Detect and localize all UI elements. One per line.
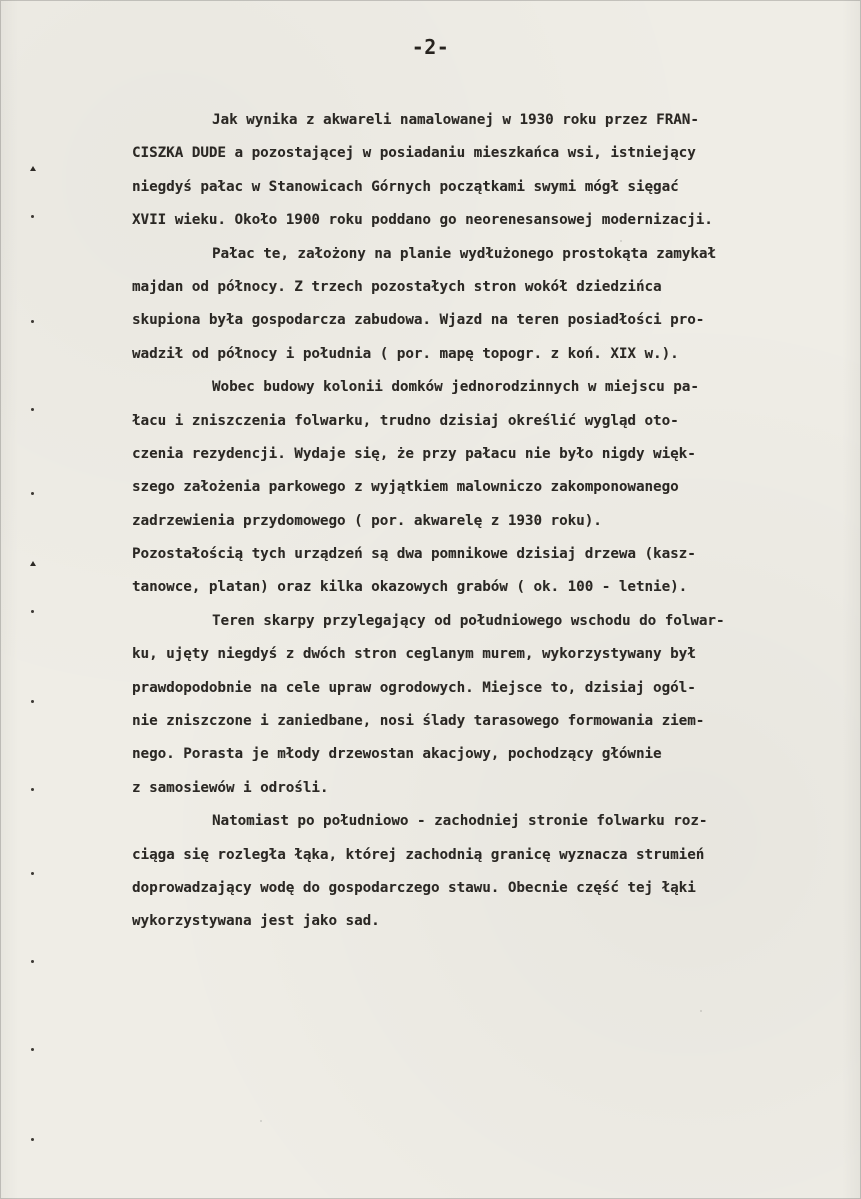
- margin-mark: [31, 610, 34, 613]
- margin-mark: [31, 492, 34, 495]
- text-line: ku, ujęty niegdyś z dwóch stron ceglanym murem, wykorzystywany był: [132, 646, 696, 663]
- text-line: nie zniszczone i zaniedbane, nosi ślady tarasowego formowania ziem-: [132, 713, 705, 730]
- margin-mark: [30, 166, 36, 171]
- text-line: Wobec budowy kolonii domków jednorodzinnych w miejscu pa-: [212, 379, 699, 396]
- text-line: ciąga się rozległa łąka, której zachodnią granicę wyznacza strumień: [132, 846, 705, 863]
- margin-mark: [31, 872, 34, 875]
- margin-mark: [31, 320, 34, 323]
- text-line: czenia rezydencji. Wydaje się, że przy pałacu nie było nigdy więk-: [132, 445, 696, 462]
- text-line: XVII wieku. Około 1900 roku poddano go neorenesansowej modernizacji.: [132, 212, 713, 229]
- text-line: z samosiewów i odrośli.: [132, 779, 329, 796]
- margin-mark: [31, 788, 34, 791]
- paper-speck: [700, 1010, 702, 1012]
- margin-mark: [31, 960, 34, 963]
- text-line: Natomiast po południowo - zachodniej stronie folwarku roz-: [212, 813, 708, 830]
- margin-mark: [31, 700, 34, 703]
- typewritten-text: [132, 104, 852, 939]
- text-line: majdan od północy. Z trzech pozostałych stron wokół dziedzińca: [132, 278, 662, 295]
- text-line: Pozostałością tych urządzeń są dwa pomnikowe dzisiaj drzewa (kasz-: [132, 546, 696, 563]
- text-line: CISZKA DUDE a pozostającej w posiadaniu mieszkańca wsi, istniejący: [132, 145, 696, 162]
- paper-speck: [260, 1120, 262, 1122]
- left-margin-punch-marks: [0, 0, 40, 1199]
- text-line: tanowce, platan) oraz kilka okazowych grabów ( ok. 100 - letnie).: [132, 579, 688, 596]
- margin-mark: [31, 215, 34, 218]
- text-line: prawdopodobnie na cele upraw ogrodowych. Miejsce to, dzisiaj ogól-: [132, 679, 696, 696]
- text-line: doprowadzający wodę do gospodarczego stawu. Obecnie część tej łąki: [132, 879, 696, 896]
- page-number: -2-: [411, 35, 450, 59]
- text-line: wadził od północy i południa ( por. mapę topogr. z koń. XIX w.).: [132, 345, 679, 362]
- margin-mark: [31, 1138, 34, 1141]
- text-line: Jak wynika z akwareli namalowanej w 1930 roku przez FRAN-: [212, 112, 699, 128]
- text-line: wykorzystywana jest jako sad.: [132, 913, 380, 930]
- text-line: Teren skarpy przylegający od południowego wschodu do folwar-: [212, 612, 725, 629]
- text-line: Pałac te, założony na planie wydłużonego prostokąta zamykał: [212, 245, 716, 262]
- text-line: szego założenia parkowego z wyjątkiem malowniczo zakomponowanego: [132, 479, 679, 496]
- margin-mark: [31, 1048, 34, 1051]
- text-line: łacu i zniszczenia folwarku, trudno dzisiaj określić wygląd oto-: [132, 412, 679, 429]
- margin-mark: [30, 561, 36, 566]
- text-line: skupiona była gospodarcza zabudowa. Wjazd na teren posiadłości pro-: [132, 312, 705, 329]
- text-line: niegdyś pałac w Stanowicach Górnych początkami swymi mógł sięgać: [132, 178, 679, 195]
- margin-mark: [31, 408, 34, 411]
- text-line: nego. Porasta je młody drzewostan akacjowy, pochodzący głównie: [132, 746, 662, 763]
- text-line: zadrzewienia przydomowego ( por. akwarelę z 1930 roku).: [132, 512, 602, 529]
